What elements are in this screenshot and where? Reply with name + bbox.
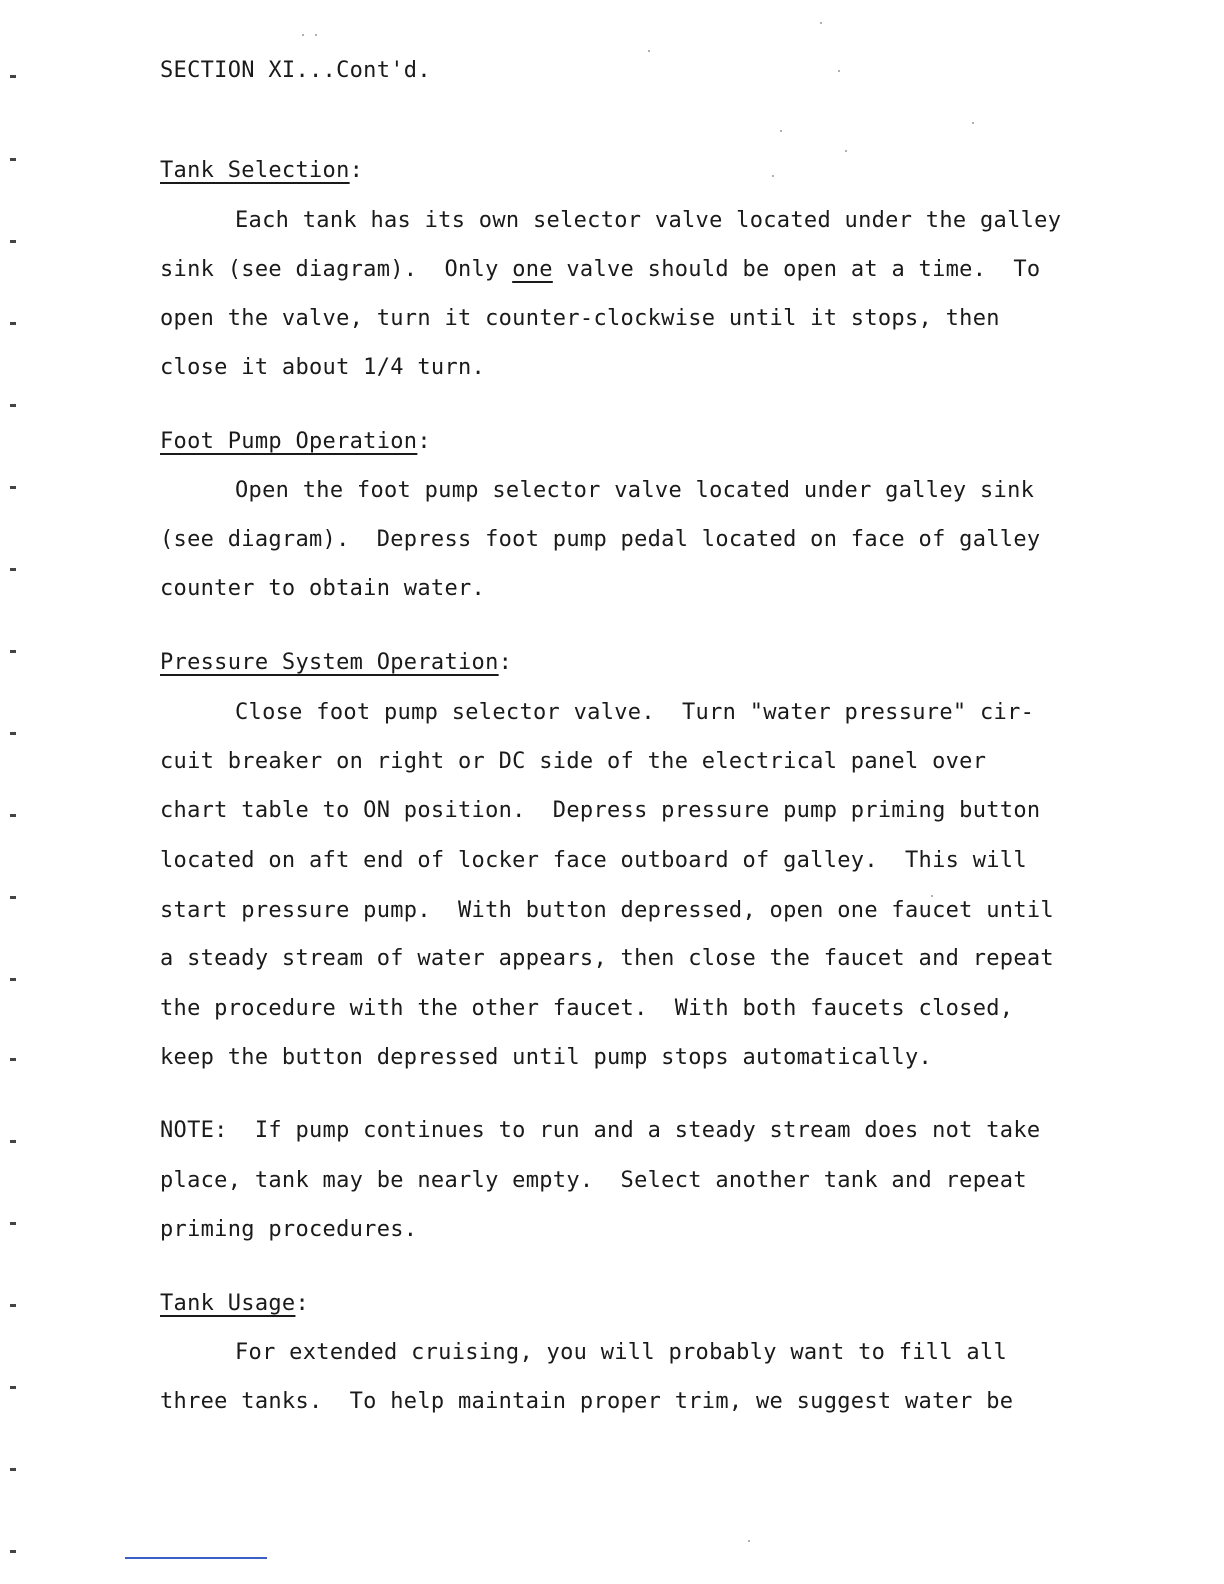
- margin-mark: [10, 158, 16, 161]
- scan-speck: [845, 150, 847, 152]
- margin-mark: [10, 240, 16, 243]
- tank-usage-heading-row: [160, 1289, 309, 1319]
- margin-mark: [10, 1222, 16, 1225]
- paragraph-line: (see diagram). Depress foot pump pedal located on face of galley: [160, 527, 1041, 552]
- paragraph-line: open the valve, turn it counter-clockwise until it stops, then: [160, 306, 1000, 331]
- scan-speck: [972, 122, 974, 124]
- margin-mark: [10, 978, 16, 981]
- pressure-system-heading: Pressure System Operation: [160, 650, 499, 675]
- paragraph-line: cuit breaker on right or DC side of the electrical panel over: [160, 749, 987, 774]
- heading-colon: :: [417, 429, 431, 454]
- margin-mark: [10, 1140, 16, 1143]
- heading-colon: :: [349, 158, 364, 183]
- scan-speck: [748, 1540, 750, 1542]
- margin-mark: [10, 1058, 16, 1061]
- paragraph-line: counter to obtain water.: [160, 576, 486, 601]
- heading-colon: :: [498, 650, 513, 675]
- margin-mark: [10, 896, 16, 899]
- paragraph-line: Each tank has its own selector valve located under the galley: [235, 208, 1062, 233]
- note-line: place, tank may be nearly empty. Select another tank and repeat: [160, 1168, 1027, 1193]
- scan-speck: [780, 130, 782, 132]
- tank-usage-heading: Tank Usage: [160, 1291, 296, 1316]
- paragraph-line: [160, 255, 1040, 285]
- tank-selection-heading: Tank Selection: [160, 158, 350, 183]
- margin-mark: [10, 404, 16, 407]
- emphasis-underline: one: [512, 257, 553, 282]
- pressure-system-heading-row: [160, 648, 512, 678]
- margin-mark: [10, 568, 16, 571]
- foot-pump-heading: Foot Pump Operation: [160, 429, 418, 454]
- margin-mark: [10, 650, 16, 653]
- scan-speck: [315, 34, 317, 36]
- text-segment: valve should be open at a time. To: [552, 257, 1041, 282]
- paragraph-line: keep the button depressed until pump stops automatically.: [160, 1045, 933, 1070]
- margin-mark: [10, 75, 16, 78]
- scan-speck: [648, 50, 650, 52]
- margin-mark: [10, 1550, 16, 1553]
- margin-mark: [10, 486, 16, 489]
- note-line: NOTE: If pump continues to run and a steady stream does not take: [160, 1118, 1041, 1143]
- margin-mark: [10, 1304, 16, 1307]
- scan-speck: [820, 22, 822, 24]
- margin-mark: [10, 1386, 16, 1389]
- scan-speck: [772, 175, 774, 177]
- note-line: priming procedures.: [160, 1217, 418, 1242]
- scan-speck: [931, 895, 933, 897]
- paragraph-line: Close foot pump selector valve. Turn "water pressure" cir-: [235, 700, 1035, 725]
- paragraph-line: start pressure pump. With button depressed, open one faucet until: [160, 898, 1054, 923]
- scan-speck: [838, 70, 840, 72]
- paragraph-line: close it about 1/4 turn.: [160, 355, 486, 380]
- heading-colon: :: [295, 1291, 309, 1316]
- footnote-rule: [125, 1557, 267, 1559]
- paragraph-line: located on aft end of locker face outboard of galley. This will: [160, 848, 1027, 873]
- paragraph-line: For extended cruising, you will probably want to fill all: [235, 1340, 1008, 1365]
- margin-mark: [10, 814, 16, 817]
- foot-pump-heading-row: [160, 427, 431, 457]
- paragraph-line: chart table to ON position. Depress pressure pump priming button: [160, 798, 1041, 823]
- text-segment: sink (see diagram). Only: [160, 257, 513, 282]
- paragraph-line: a steady stream of water appears, then close the faucet and repeat: [160, 946, 1054, 971]
- margin-mark: [10, 322, 16, 325]
- paragraph-line: Open the foot pump selector valve located under galley sink: [235, 478, 1035, 503]
- paragraph-line: the procedure with the other faucet. With both faucets closed,: [160, 996, 1014, 1021]
- margin-mark: [10, 732, 16, 735]
- scan-speck: [302, 34, 304, 36]
- paragraph-line: three tanks. To help maintain proper trim, we suggest water be: [160, 1389, 1014, 1414]
- margin-mark: [10, 1468, 16, 1471]
- tank-selection-heading-row: [160, 156, 363, 186]
- section-header: SECTION XI...Cont'd.: [160, 58, 431, 83]
